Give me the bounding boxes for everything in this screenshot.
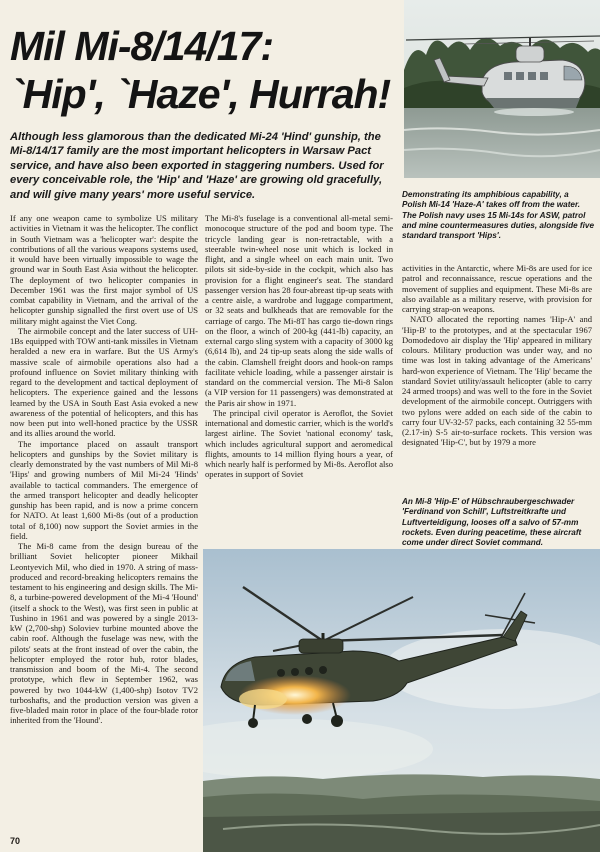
paragraph: The importance placed on assault transport helicopters and gunships by the Soviet military is clearly demonstrated by the vast numbers of Mil Mi-8 'Hips' and growing numbers of Mil Mi-24 'Hinds' available to tactical commanders. The emergence of the armed transport helicopter and deadly helicopter gunship has been rapid, and is now a prime concern for NATO. At least 1,600 Mi-8s (out of a production total of 8,100) now support the Soviet armies in the field.: [10, 438, 198, 541]
body-column-2: [205, 213, 393, 543]
paragraph: If any one weapon came to symbolize US military activities in Vietnam it was the helicopter. The conflict in South Vietnam was a 'helicopter war': despite the contributions of all the various weapons systems used, it would have been virtually impossible to wage the ground war in South East Asia without the helicopter. The deployment of two helicopter companies in December 1961 was the first major symbol of US combat capability in Vietnam, and the arrival of the helicopter gunship signalled the first overt use of US military might against the Viet Cong.: [10, 213, 198, 326]
body-column-3: [402, 263, 592, 491]
article-title: [10, 22, 402, 118]
standfirst: Although less glamorous than the dedicated Mi-24 'Hind' gunship, the Mi-8/14/17 family are the most important helicopters in Warsaw Pact service, and have also been exported in staggering numbers. Used for every conceivable role, the 'Hip' and 'Haze' are growing old gracefully, and will give many years' more useful service.: [10, 131, 384, 201]
paragraph: The airmobile concept and the later success of UH-1Bs equipped with TOW anti-tank missiles in Vietnam heralded a new era in warfare. But the US Army's massive scale of airmobile operations also had a profound influence on Soviet military thinking with regard to the development and tactical deployment of helicopters. The experience gained and the lessons learned by the USA in South East Asia evoked a new awareness of the potential of helicopters, and this has now been put into well-honed practice by the USSR and its allies around the world.: [10, 325, 198, 439]
title-line-2: `Hip', `Haze', Hurrah!: [10, 71, 391, 117]
photo-mi14-takeoff: [404, 0, 600, 178]
photo-mi14-illustration: [404, 0, 600, 178]
caption-bottom: An Mi-8 'Hip-E' of Hübschraubergeschwader 'Ferdinand von Schill', Luftstreitkrafte und Luftverteidigung, looses off a salvo of 57-mm rockets. Even during peacetime, these aircraft come under direct Soviet command.: [402, 497, 582, 548]
photo-mi8-rocket-salvo: [203, 549, 600, 852]
paragraph: The principal civil operator is Aeroflot, the Soviet international and domestic carrier, which is the world's largest airline. The Soviet 'national economy' task, which includes agricultural support and aeromedical flights, amounts to 14 million flying hours a year, of which nearly half is performed by Mi-8s. Aeroflot also operates in support of Soviet: [205, 407, 393, 480]
title-line-1: Mil Mi-8/14/17:: [10, 23, 273, 69]
photo-mi8-illustration: [203, 549, 600, 852]
paragraph: The Mi-8's fuselage is a conventional all-metal semi-monocoque structure of the pod and boom type. The tricycle landing gear is non-retractable, with a steerable twin-wheel nose unit which is locked in flight, and a single wheel on each main unit. Two pilots sit side-by-side in the cockpit, which also has provision for a flight engineer's seat. The standard passenger version has 28 four-abreast tip-up seats with a centre aisle, a wardrobe and luggage compartment, or 32 seats and bulkheads that are removable for the carriage of cargo. The Mi-8T has cargo tie-down rings on the floor, a winch of 200-kg (441-lb) capacity, an external cargo sling system with a capacity of 3000 kg (6,614 lb), and 24 tip-up seats along the side walls of the cabin. Clamshell freight doors and hook-on ramps facilitate vehicle loading, while a passenger airstair is standard on the commercial version. The Mi-8 Salon (a VIP version for 11 passengers) was demonstrated at the Paris air show in 1971.: [205, 213, 393, 408]
paragraph: NATO allocated the reporting names 'Hip-A' and 'Hip-B' to the prototypes, and at the spectacular 1967 Domodedovo air display the 'Hip' appeared in military colours. Military production was under way, and no time was lost in taking advantage of the Americans' hard-won experience of Vietnam. The 'Hip' became the standard Soviet utility/assault helicopter (able to carry 24 armed troops) and was well to the fore in the Soviet development of the airmobile concept. Outriggers with two pylons were added on each side of the cabin to carry four UV-32-57 packs, each containing 32 55-mm (2.17-in) S-5 air-to-surface rockets. This version was designated 'Hip-C', but by 1979 a more: [402, 314, 592, 448]
paragraph: The Mi-8 came from the design bureau of the brilliant Soviet helicopter pioneer Mikhail Leontyevich Mil, who died in 1970. A string of mass-produced and record-breaking helicopters remains the testament to his engineering and design skills. The Mi-8, a turbine-powered development of the Mi-4 'Hound' (itself a shock to the West), was first seen in public at Tushino in 1961 and was powered by a single 2013-kW (2,700-shp) Soloviev turbine mounted above the cabin roof. Although the fuselage was new, with the pilots' seats at the front instead of over the cabin, the helicopter employed the rotor hub, rotor blades, transmission and boom of the Mi-4. The second prototype, which flew in September 1962, was powered by two 1044-kW (1,400-shp) Isotov TV2 turboshafts, and the production version was given a five-bladed main rotor in place of the four-blade rotor inherited from the 'Hound'.: [10, 541, 198, 726]
page-number: 70: [10, 836, 21, 846]
caption-top: Demonstrating its amphibious capability, a Polish Mi-14 'Haze-A' takes off from the water. The Polish navy uses 15 Mi-14s for ASW, patrol and mine countermeasures duties, alongside five standard transport 'Hips'.: [402, 190, 595, 241]
body-column-1: [10, 213, 198, 798]
paragraph: activities in the Antarctic, where Mi-8s are used for ice patrol and reconnaissance, rescue operations and the movement of supplies and equipment. These Mi-8s are also available as a military reserve, with provision for carrying strap-on weapons.: [402, 263, 592, 314]
